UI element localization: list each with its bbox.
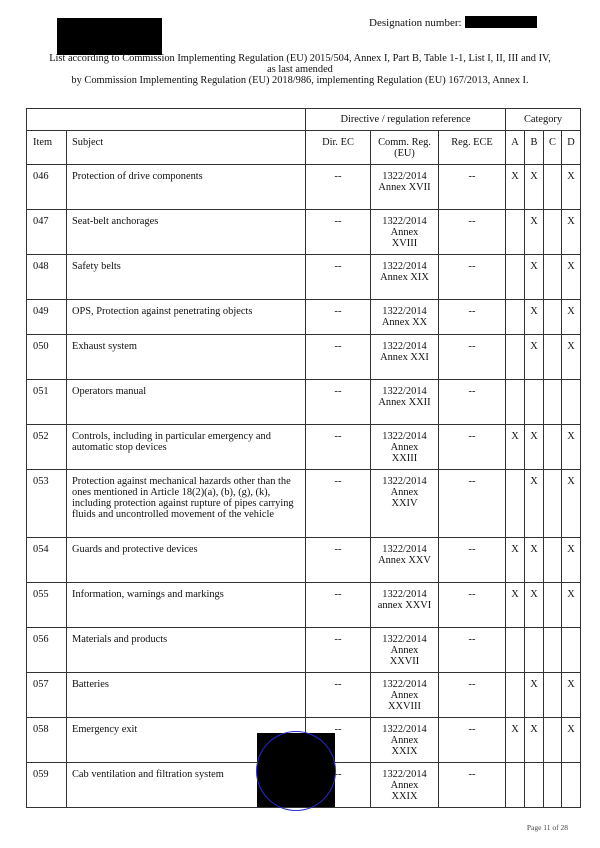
cell-item: 054 xyxy=(27,538,67,583)
cell-cat-d: X xyxy=(562,255,581,300)
cell-cat-c xyxy=(544,763,562,808)
cell-cat-b: X xyxy=(525,425,544,470)
cell-cat-b: X xyxy=(525,470,544,538)
cell-item: 048 xyxy=(27,255,67,300)
cell-comm-reg: 1322/2014 Annex XXIII xyxy=(371,425,439,470)
cell-cat-a xyxy=(506,628,525,673)
cell-comm-reg: 1322/2014 Annex XXIX xyxy=(371,718,439,763)
cell-reg-ece: -- xyxy=(439,470,506,538)
cell-cat-c xyxy=(544,335,562,380)
header-line: as last amended xyxy=(267,64,333,75)
cell-cat-b xyxy=(525,763,544,808)
cell-dir-ec: -- xyxy=(306,763,371,808)
cell-cat-b xyxy=(525,628,544,673)
cell-cat-b: X xyxy=(525,583,544,628)
table-row xyxy=(27,583,581,628)
cell-cat-a xyxy=(506,763,525,808)
redacted-designation-value xyxy=(465,16,537,28)
cell-cat-c xyxy=(544,470,562,538)
cell-dir-ec: -- xyxy=(306,470,371,538)
cell-cat-a: X xyxy=(506,165,525,210)
cell-cat-a xyxy=(506,470,525,538)
cell-cat-b: X xyxy=(525,255,544,300)
cell-dir-ec: -- xyxy=(306,718,371,763)
cell-cat-d xyxy=(562,628,581,673)
cell-item: 057 xyxy=(27,673,67,718)
cell-cat-b: X xyxy=(525,538,544,583)
cell-dir-ec: -- xyxy=(306,538,371,583)
cell-dir-ec: -- xyxy=(306,425,371,470)
cell-cat-d: X xyxy=(562,538,581,583)
table-row xyxy=(27,425,581,470)
table-group-header xyxy=(27,109,581,131)
table-row xyxy=(27,255,581,300)
cell-cat-d: X xyxy=(562,673,581,718)
cell-subject: Controls, including in particular emergency and automatic stop devices xyxy=(67,425,306,470)
cell-dir-ec: -- xyxy=(306,335,371,380)
col-item: Item xyxy=(27,131,67,165)
cell-dir-ec: -- xyxy=(306,673,371,718)
cell-subject: Materials and products xyxy=(67,628,306,673)
cell-subject: Batteries xyxy=(67,673,306,718)
cell-subject: Safety belts xyxy=(67,255,306,300)
col-dir-ec: Dir. EC xyxy=(306,131,371,165)
cell-subject: Seat-belt anchorages xyxy=(67,210,306,255)
cell-cat-c xyxy=(544,165,562,210)
col-cat-d: D xyxy=(562,131,581,165)
header-line: by Commission Implementing Regulation (EU) 2018/986, implementing Regulation (EU) 167/2013, Annex I. xyxy=(71,75,529,86)
col-cat-c: C xyxy=(544,131,562,165)
cell-cat-b: X xyxy=(525,718,544,763)
cell-cat-d: X xyxy=(562,718,581,763)
cell-cat-a xyxy=(506,335,525,380)
empty-header-cell xyxy=(27,109,306,131)
cell-cat-c xyxy=(544,628,562,673)
cell-cat-b: X xyxy=(525,165,544,210)
cell-cat-c xyxy=(544,673,562,718)
table-row xyxy=(27,335,581,380)
cell-dir-ec: -- xyxy=(306,380,371,425)
cell-item: 047 xyxy=(27,210,67,255)
stamp-circle-outline xyxy=(256,731,336,811)
cell-comm-reg: 1322/2014 Annex XXIV xyxy=(371,470,439,538)
cell-cat-d: X xyxy=(562,300,581,335)
cell-cat-a: X xyxy=(506,718,525,763)
cell-cat-d: X xyxy=(562,425,581,470)
table-row xyxy=(27,300,581,335)
table-row xyxy=(27,673,581,718)
cell-reg-ece: -- xyxy=(439,628,506,673)
cell-cat-d xyxy=(562,763,581,808)
cell-comm-reg: 1322/2014 Annex XXVII xyxy=(371,628,439,673)
cell-cat-c xyxy=(544,538,562,583)
directive-reference-header: Directive / regulation reference xyxy=(306,109,506,131)
table-row xyxy=(27,380,581,425)
cell-comm-reg: 1322/2014 Annex XXV xyxy=(371,538,439,583)
cell-comm-reg: 1322/2014 Annex XXVIII xyxy=(371,673,439,718)
cell-cat-b: X xyxy=(525,335,544,380)
cell-cat-a xyxy=(506,255,525,300)
page-number: Page 11 of 28 xyxy=(526,823,568,832)
cell-item: 059 xyxy=(27,763,67,808)
cell-dir-ec: -- xyxy=(306,583,371,628)
cell-comm-reg: 1322/2014 Annex XX xyxy=(371,300,439,335)
cell-cat-b xyxy=(525,380,544,425)
cell-comm-reg: 1322/2014 Annex XXIX xyxy=(371,763,439,808)
col-subject: Subject xyxy=(67,131,306,165)
cell-item: 046 xyxy=(27,165,67,210)
cell-reg-ece: -- xyxy=(439,255,506,300)
cell-subject: Exhaust system xyxy=(67,335,306,380)
cell-cat-d: X xyxy=(562,165,581,210)
regulation-header xyxy=(20,53,580,86)
cell-cat-a xyxy=(506,380,525,425)
table-row xyxy=(27,165,581,210)
header-line: List according to Commission Implementing Regulation (EU) 2015/504, Annex I, Part B, Table 1-1, List I, II, III and IV, xyxy=(49,53,551,64)
cell-cat-c xyxy=(544,718,562,763)
cell-item: 049 xyxy=(27,300,67,335)
cell-cat-a xyxy=(506,673,525,718)
cell-cat-c xyxy=(544,583,562,628)
cell-reg-ece: -- xyxy=(439,538,506,583)
cell-cat-c xyxy=(544,255,562,300)
cell-reg-ece: -- xyxy=(439,763,506,808)
cell-subject: Operators manual xyxy=(67,380,306,425)
cell-subject: Guards and protective devices xyxy=(67,538,306,583)
cell-subject: Information, warnings and markings xyxy=(67,583,306,628)
cell-item: 056 xyxy=(27,628,67,673)
col-cat-b: B xyxy=(525,131,544,165)
redacted-logo xyxy=(57,18,162,55)
table-row xyxy=(27,628,581,673)
cell-cat-c xyxy=(544,210,562,255)
cell-subject: Protection against mechanical hazards other than the ones mentioned in Article 18(2)(a), (b), (g), (k), including protection against rupture of pipes carrying fluids and uncontrolled movement of the vehicle xyxy=(67,470,306,538)
cell-cat-a xyxy=(506,300,525,335)
cell-subject: OPS, Protection against penetrating objects xyxy=(67,300,306,335)
regulation-table xyxy=(26,108,581,808)
cell-reg-ece: -- xyxy=(439,210,506,255)
cell-reg-ece: -- xyxy=(439,673,506,718)
cell-cat-a: X xyxy=(506,583,525,628)
cell-comm-reg: 1322/2014 Annex XVII xyxy=(371,165,439,210)
cell-dir-ec: -- xyxy=(306,210,371,255)
cell-subject: Protection of drive components xyxy=(67,165,306,210)
cell-comm-reg: 1322/2014 Annex XXII xyxy=(371,380,439,425)
cell-cat-a: X xyxy=(506,425,525,470)
cell-cat-c xyxy=(544,380,562,425)
cell-cat-c xyxy=(544,300,562,335)
col-reg-ece: Reg. ECE xyxy=(439,131,506,165)
cell-reg-ece: -- xyxy=(439,583,506,628)
cell-comm-reg: 1322/2014 annex XXVI xyxy=(371,583,439,628)
cell-item: 051 xyxy=(27,380,67,425)
cell-cat-a xyxy=(506,210,525,255)
cell-item: 053 xyxy=(27,470,67,538)
table-row xyxy=(27,538,581,583)
cell-reg-ece: -- xyxy=(439,335,506,380)
table-row xyxy=(27,470,581,538)
cell-cat-c xyxy=(544,425,562,470)
cell-item: 052 xyxy=(27,425,67,470)
cell-item: 055 xyxy=(27,583,67,628)
designation-label: Designation number: xyxy=(369,17,462,29)
cell-item: 050 xyxy=(27,335,67,380)
cell-reg-ece: -- xyxy=(439,165,506,210)
cell-cat-d: X xyxy=(562,470,581,538)
cell-subject: Emergency exit xyxy=(67,718,306,763)
col-comm-reg: Comm. Reg. (EU) xyxy=(371,131,439,165)
cell-reg-ece: -- xyxy=(439,425,506,470)
cell-reg-ece: -- xyxy=(439,300,506,335)
cell-cat-d: X xyxy=(562,583,581,628)
cell-item: 058 xyxy=(27,718,67,763)
cell-dir-ec: -- xyxy=(306,628,371,673)
cell-reg-ece: -- xyxy=(439,380,506,425)
cell-cat-d: X xyxy=(562,210,581,255)
cell-comm-reg: 1322/2014 Annex XXI xyxy=(371,335,439,380)
cell-cat-b: X xyxy=(525,673,544,718)
cell-cat-b: X xyxy=(525,210,544,255)
cell-dir-ec: -- xyxy=(306,165,371,210)
designation-number xyxy=(369,16,537,29)
cell-cat-a: X xyxy=(506,538,525,583)
cell-dir-ec: -- xyxy=(306,255,371,300)
cell-cat-d: X xyxy=(562,335,581,380)
cell-comm-reg: 1322/2014 Annex XVIII xyxy=(371,210,439,255)
cell-comm-reg: 1322/2014 Annex XIX xyxy=(371,255,439,300)
cell-cat-d xyxy=(562,380,581,425)
cell-reg-ece: -- xyxy=(439,718,506,763)
cell-dir-ec: -- xyxy=(306,300,371,335)
table-row xyxy=(27,210,581,255)
col-cat-a: A xyxy=(506,131,525,165)
cell-cat-b: X xyxy=(525,300,544,335)
cell-subject: Cab ventilation and filtration system xyxy=(67,763,306,808)
category-header: Category xyxy=(506,109,581,131)
table-column-header xyxy=(27,131,581,165)
